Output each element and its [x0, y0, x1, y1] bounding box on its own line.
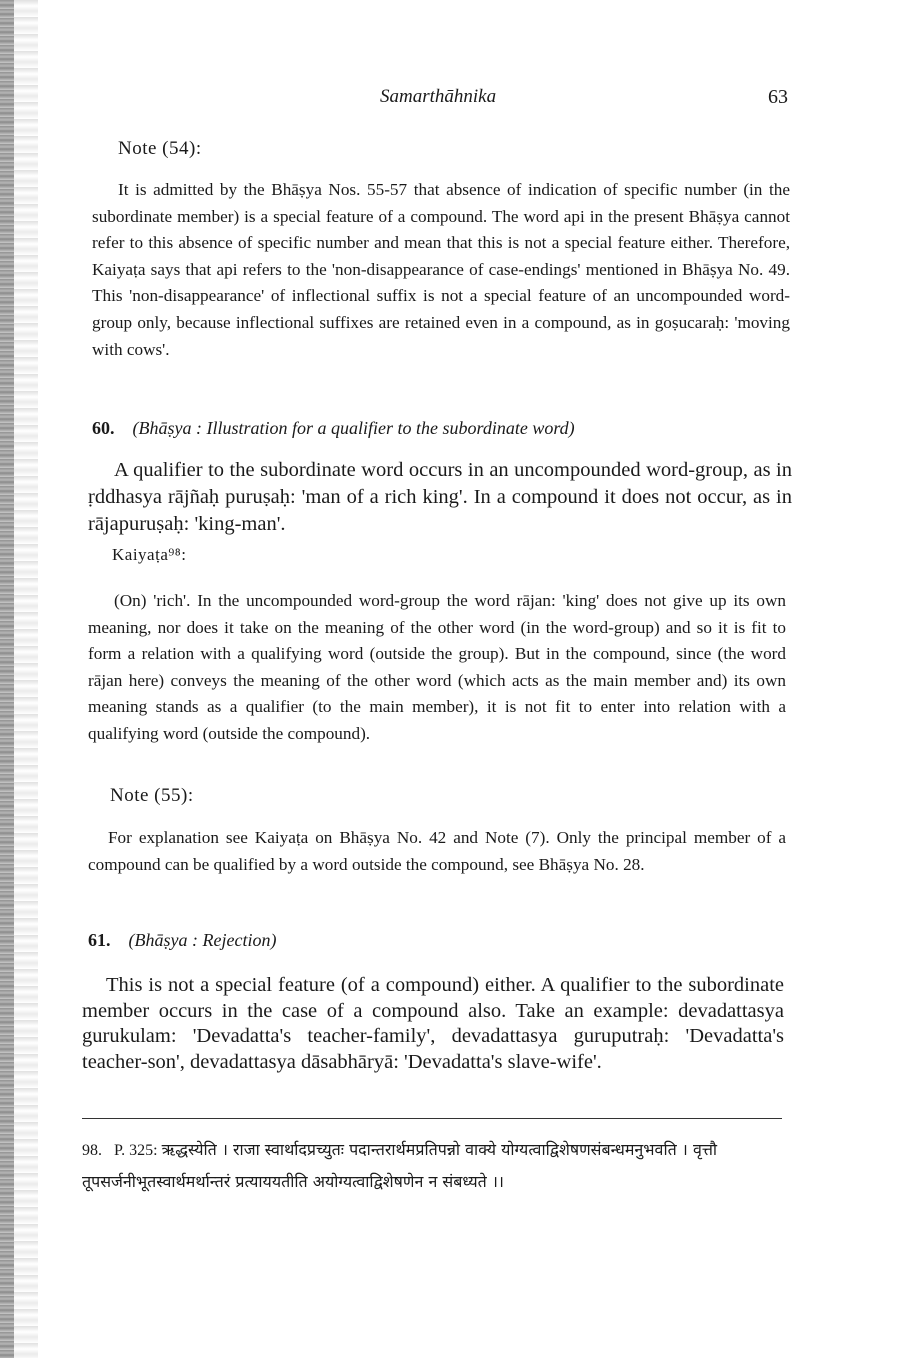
running-header-title: Samarthāhnika — [380, 86, 497, 107]
kaiyata-text: (On) 'rich'. In the uncompounded word-group the word rājan: 'king' does not give up its own meaning, nor does it take on the meaning of the other word (in the word-group) and so it is fit to form a relation with a qualifying word (outside the group). But in the compound, since (the word rājan here) conveys the meaning of the other word (which acts as the main member and) its own meaning stands as a qualifier (to the main member), it is not fit to enter into relation with a qualifying word (outside the compound). — [88, 591, 786, 743]
footnote-rule — [82, 1118, 782, 1119]
footnote-98 — [82, 1134, 782, 1198]
binding-shadow — [14, 0, 38, 1358]
section-61-number: 61. — [88, 930, 111, 950]
section-61-title: (Bhāṣya : Rejection) — [128, 930, 277, 950]
section-60-number: 60. — [92, 418, 115, 438]
section-60-heading — [92, 418, 575, 439]
page-number: 63 — [768, 86, 788, 108]
section-60-text: A qualifier to the subordinate word occurs in an uncompounded word-group, as in ṛddhasya rājñaḥ puruṣaḥ: 'man of a rich king'. In a compound it does not occur, as in rājapuruṣaḥ: 'king-man'. — [88, 459, 792, 535]
note-55-heading: Note (55): — [110, 785, 194, 806]
footnote-sanskrit-text: ऋद्धस्येति । राजा स्वार्थादप्रच्युतः पदान्तरार्थमप्रतिपन्नो वाक्ये योग्यत्वाद्विशेषणसंबन्धमनुभवति । वृत्तौ तूपसर्जनीभूतस्वार्थमर्थान्तरं प्रत्याययतीति अयोग्यत्वाद्विशेषणेन न संबध्यते ।। — [82, 1140, 718, 1191]
section-60-title: (Bhāṣya : Illustration for a qualifier to the subordinate word) — [132, 418, 575, 438]
note-54-text: It is admitted by the Bhāṣya Nos. 55-57 that absence of indication of specific number (in the subordinate member) is a special feature of a compound. The word api in the present Bhāṣya cannot refer to this absence of specific number and mean that this is not a special feature either. Therefore, Kaiyaṭa says that api refers to the 'non-disappearance of case-endings' mentioned in Bhāṣya No. 49. This 'non-disappearance' of inflectional suffix is not a special feature of an uncompounded word-group only, because inflectional suffixes are retained even in a compound, as in goṣucaraḥ: 'moving with cows'. — [92, 180, 790, 359]
binding-edge — [0, 0, 14, 1358]
section-61-text: This is not a special feature (of a compound) either. A qualifier to the subordinate member occurs in the case of a compound also. Take an example: devadattasya gurukulam: 'Devadatta's teacher-family', devadattasya guruputraḥ: 'Devadatta's teacher-son', devadattasya dāsabhāryā: 'Devadatta's slave-wife'. — [82, 974, 784, 1073]
note-54-heading: Note (54): — [118, 138, 202, 159]
footnote-reference: P. 325: — [114, 1142, 158, 1159]
kaiyata-heading: Kaiyaṭa⁹⁸: — [112, 545, 187, 564]
section-61-heading — [88, 930, 276, 951]
note-55-text: For explanation see Kaiyaṭa on Bhāṣya No. 42 and Note (7). Only the principal member of a compound can be qualified by a word outside the compound, see Bhāṣya No. 28. — [88, 828, 786, 874]
footnote-label: 98. — [82, 1142, 102, 1159]
